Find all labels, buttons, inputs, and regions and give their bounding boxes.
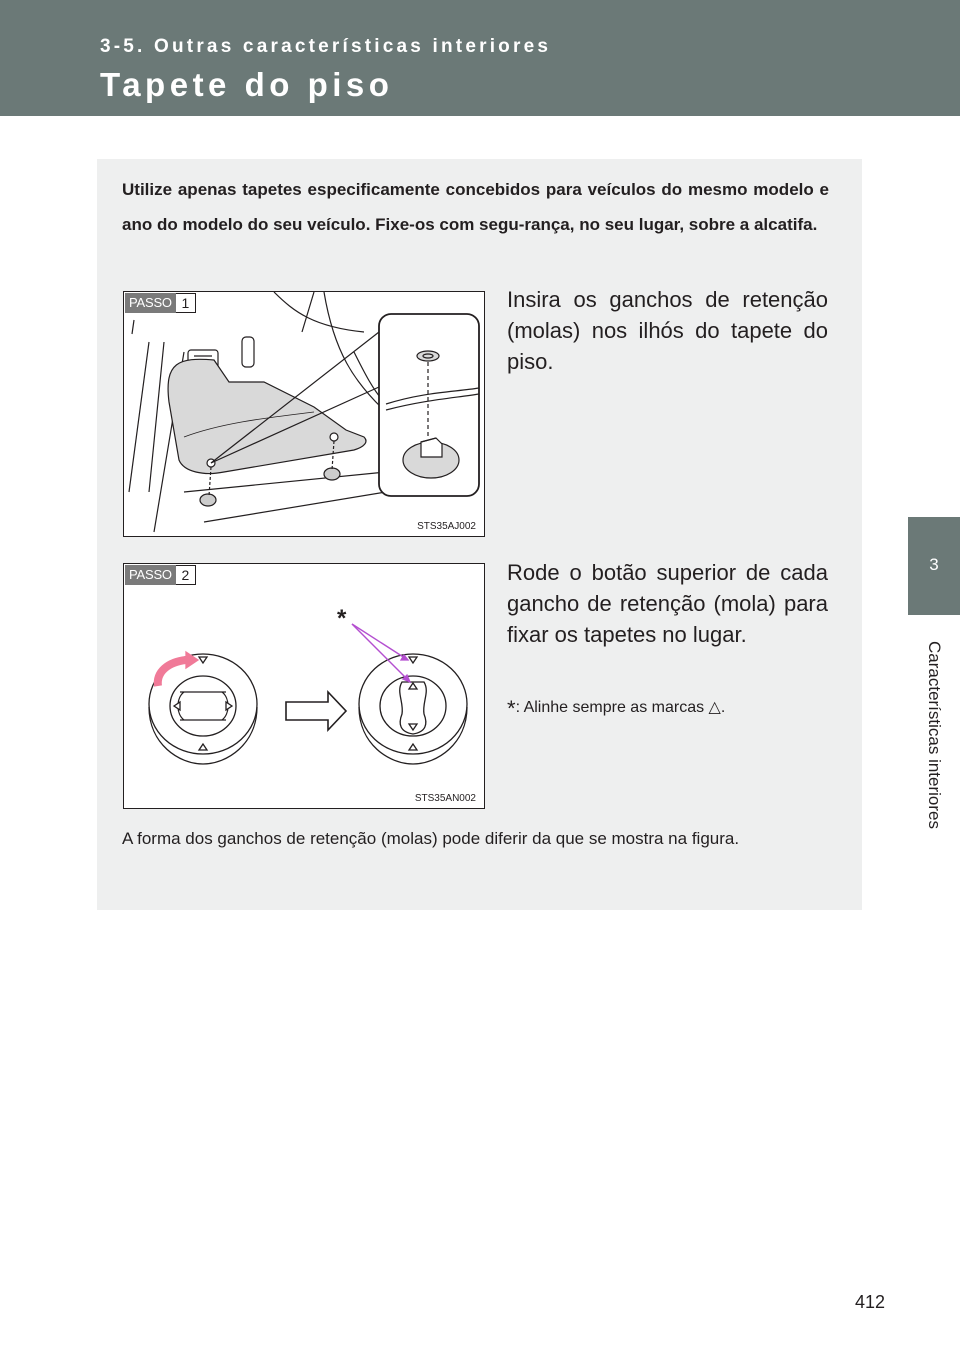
intro-text: Utilize apenas tapetes especificamente concebidos para veículos do mesmo modelo e ano do modelo do seu veículo. Fixe-os com segu-rança, no seu lugar, sobre a alcatifa. bbox=[122, 180, 829, 234]
step2-badge-word: PASSO bbox=[125, 565, 176, 585]
step1-figure bbox=[123, 291, 485, 537]
footnote-end: . bbox=[720, 699, 726, 716]
step1-figure-code: STS35AJ002 bbox=[417, 521, 476, 532]
step1-badge bbox=[125, 293, 196, 313]
step2-badge bbox=[125, 565, 196, 585]
step1-badge-word: PASSO bbox=[125, 293, 176, 313]
step1-text: Insira os ganchos de retenção (molas) nos ilhós do tapete do piso. bbox=[507, 287, 828, 374]
section-label: 3-5. Outras características interiores bbox=[100, 36, 552, 57]
step2-figure bbox=[123, 563, 485, 809]
chapter-title-vertical bbox=[908, 615, 960, 855]
step2-badge-number: 2 bbox=[176, 565, 196, 585]
triangle-mark-icon: △ bbox=[708, 699, 721, 716]
step1-badge-number: 1 bbox=[176, 293, 196, 313]
note-text: A forma dos ganchos de retenção (molas) pode diferir da que se mostra na figura. bbox=[122, 829, 740, 848]
page-title: Tapete do piso bbox=[100, 66, 394, 103]
footnote-marker: * bbox=[507, 696, 516, 721]
figure-asterisk: * bbox=[337, 605, 347, 632]
step2-figure-code: STS35AN002 bbox=[414, 793, 476, 804]
step2-text: Rode o botão superior de cada gancho de retenção (mola) para fixar os tapetes no lugar. bbox=[507, 560, 828, 647]
header-band bbox=[0, 0, 960, 116]
footnote-text: : Alinhe sempre as marcas bbox=[515, 699, 705, 716]
chapter-number: 3 bbox=[929, 555, 939, 574]
chapter-tab[interactable] bbox=[908, 517, 960, 615]
rotate-hook-illustration bbox=[124, 564, 485, 809]
page-number: 412 bbox=[855, 1292, 886, 1312]
chapter-title: Características interiores bbox=[925, 640, 945, 830]
footnote bbox=[507, 697, 837, 720]
floor-mat-illustration bbox=[124, 292, 485, 537]
